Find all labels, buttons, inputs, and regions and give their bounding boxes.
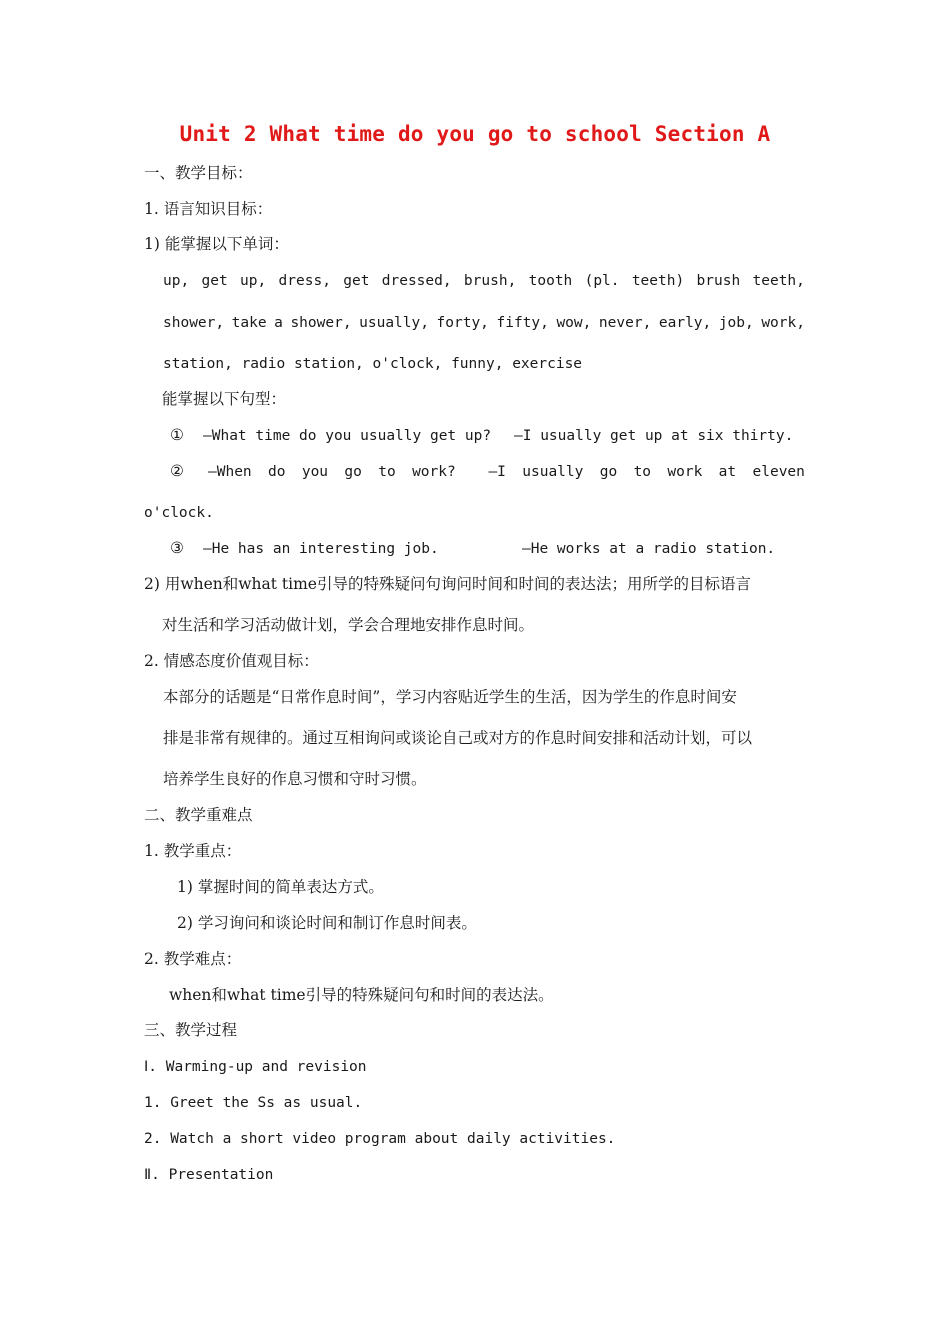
page-title: Unit 2 What time do you go to school Section A <box>179 122 771 146</box>
sentence-marker-3: ③ <box>170 539 184 557</box>
word-token: fifty, <box>496 315 549 331</box>
word-token: teeth, <box>752 273 805 289</box>
word-token: do <box>268 464 286 480</box>
word-token: shower, <box>163 315 225 331</box>
item-vocabulary-heading: 1) 能掌握以下单词： <box>144 235 289 253</box>
key-point-1: 1) 掌握时间的简单表达方式。 <box>177 878 384 896</box>
word-token: a <box>274 315 283 331</box>
word-token: go <box>344 464 362 480</box>
word-token: work? <box>412 464 456 480</box>
word-token: take <box>231 315 267 331</box>
word-token: never, <box>598 315 652 331</box>
sentence-marker-2: ② <box>170 462 184 480</box>
paragraph-line-3: 培养学生良好的作息习惯和守时习惯。 <box>163 770 427 788</box>
word-token: get <box>343 273 370 289</box>
step-warming-up: Ⅰ. Warming-up and revision <box>144 1059 367 1075</box>
vocabulary-line-3: station, radio station, o'clock, funny, exercise <box>163 356 583 372</box>
word-token: shower, <box>290 315 352 331</box>
step-warming-up-item-1: 1. Greet the Ss as usual. <box>144 1095 363 1111</box>
word-token: work <box>667 464 703 480</box>
paragraph-line-2: 排是非常有规律的。通过互相询问或谈论自己或对方的作息时间安排和活动计划，可以 <box>163 729 753 747</box>
word-token: wow, <box>556 315 592 331</box>
word-token: go <box>599 464 618 480</box>
word-token: get <box>201 273 228 289</box>
sentence-2-continuation: o'clock. <box>144 505 214 521</box>
word-token: (pl. <box>584 273 620 289</box>
paragraph-line-1: 本部分的话题是“日常作息时间”，学习内容贴近学生的生活，因为学生的作息时间安 <box>163 688 737 706</box>
word-token: teeth) <box>631 273 685 289</box>
word-token: eleven <box>752 464 805 480</box>
word-token: to <box>378 464 396 480</box>
sentence-1-answer: —I usually get up at six thirty. <box>514 428 794 444</box>
word-token: dressed, <box>381 273 452 289</box>
word-token: —When <box>208 464 252 480</box>
step-presentation: Ⅱ. Presentation <box>144 1167 274 1183</box>
word-token: work, <box>761 315 805 331</box>
word-token: brush <box>696 273 741 289</box>
item-when-what-time-cont: 对生活和学习活动做计划，学会合理地安排作息时间。 <box>162 616 535 634</box>
subheading-difficult-points: 2. 教学难点： <box>144 950 242 968</box>
sentence-patterns-heading: 能掌握以下句型： <box>162 390 287 408</box>
word-token: dress, <box>278 273 331 289</box>
item-when-what-time: 2) 用when和what time引导的特殊疑问句询问时间和时间的表达法；用所学的目标语言 <box>144 575 751 593</box>
word-token: job, <box>718 315 754 331</box>
word-token: tooth <box>528 273 573 289</box>
sentence-marker-1: ① <box>170 426 184 444</box>
vocabulary-line-1 <box>163 271 805 291</box>
word-token: usually, <box>359 315 429 331</box>
section-heading-objectives: 一、教学目标： <box>144 164 253 182</box>
word-token: early, <box>658 315 712 331</box>
word-token: up, <box>163 273 190 289</box>
word-token: you <box>301 464 329 480</box>
subheading-key-points: 1. 教学重点： <box>144 842 242 860</box>
step-warming-up-item-2: 2. Watch a short video program about daily activities. <box>144 1131 616 1147</box>
vocabulary-line-2 <box>163 313 805 333</box>
word-token: usually <box>522 464 584 480</box>
subheading-language-knowledge: 1. 语言知识目标： <box>144 200 273 218</box>
sentence-3-question: —He has an interesting job. <box>203 541 439 557</box>
section-heading-key-difficult: 二、教学重难点 <box>144 806 253 824</box>
word-token: up, <box>240 273 267 289</box>
difficult-point-1: when和what time引导的特殊疑问句和时间的表达法。 <box>169 986 554 1004</box>
key-point-2: 2) 学习询问和谈论时间和制订作息时间表。 <box>177 914 477 932</box>
sentence-3-answer: —He works at a radio station. <box>522 541 776 557</box>
section-heading-process: 三、教学过程 <box>144 1021 238 1039</box>
word-token: —I <box>488 464 506 480</box>
word-token: brush, <box>463 273 517 289</box>
sentence-2-line <box>208 462 805 482</box>
sentence-1-question: —What time do you usually get up? <box>203 428 492 444</box>
word-token: forty, <box>436 315 489 331</box>
subheading-emotion-values: 2. 情感态度价值观目标： <box>144 652 319 670</box>
word-token: to <box>633 464 652 480</box>
word-token: at <box>718 464 737 480</box>
